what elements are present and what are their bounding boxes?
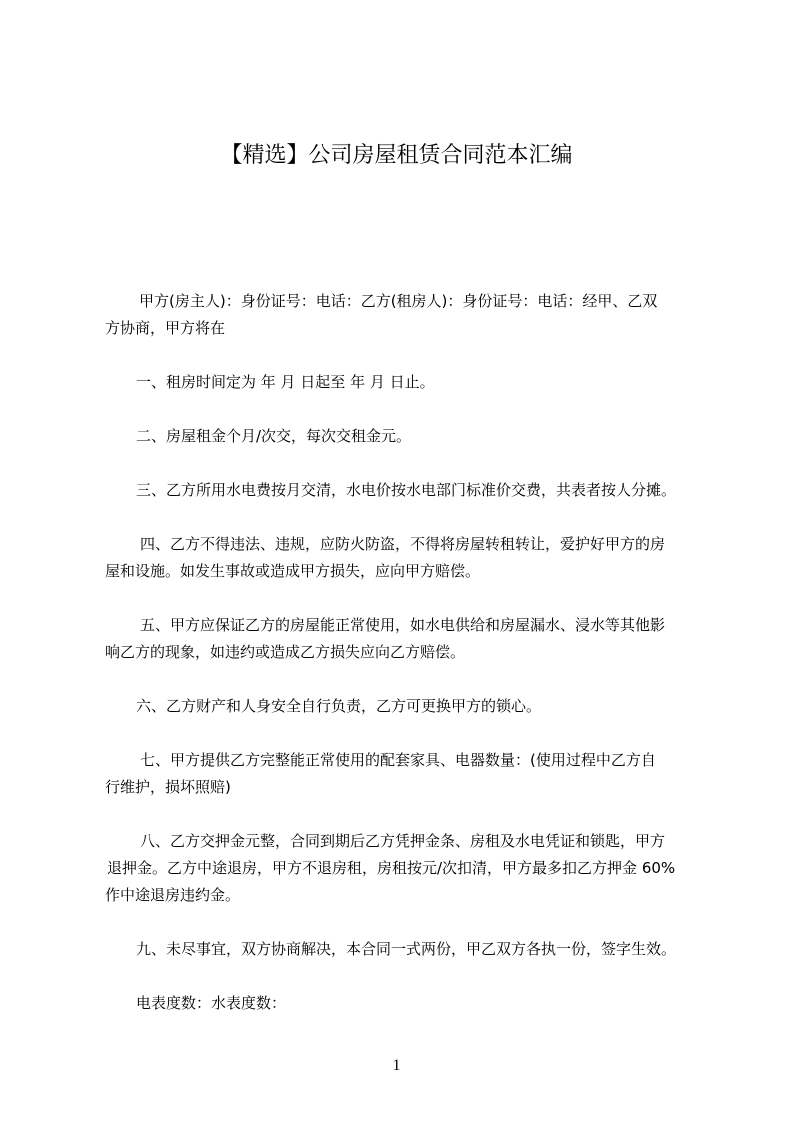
clause-4-line-1: 四、乙方不得违法、违规，应防火防盗，不得将房屋转租转让，爱护好甲方的房 [140,535,666,553]
document-title: 【精选】公司房屋租赁合同范本汇编 [220,143,573,168]
page-number: 1 [392,1057,401,1074]
clause-7-line-1: 七、甲方提供乙方完整能正常使用的配套家具、电器数量：(使用过程中乙方自 [140,751,656,769]
clause-2: 二、房屋租金个月/次交，每次交租金元。 [136,427,412,445]
meter-readings: 电表度数：水表度数： [136,994,287,1012]
intro-line-2: 方协商，甲方将在 [105,319,226,337]
clause-8-line-3: 作中途退房违约金。 [105,886,241,904]
clause-5-line-2: 响乙方的现象，如违约或造成乙方损失应向乙方赔偿。 [105,643,466,661]
clause-9: 九、未尽事宜，双方协商解决，本合同一式两份，甲乙双方各执一份，签字生效。 [136,940,677,958]
clause-8-line-1: 八、乙方交押金元整，合同到期后乙方凭押金条、房租及水电凭证和锁匙，甲方 [140,832,666,850]
clause-4-line-2: 屋和设施。如发生事故或造成甲方损失，应向甲方赔偿。 [105,562,481,580]
clause-3: 三、乙方所用水电费按月交清，水电价按水电部门标准价交费，共表者按人分摊。 [136,481,677,499]
clause-1: 一、租房时间定为 年 月 日起至 年 月 日止。 [136,373,435,391]
clause-7-line-2: 行维护，损坏照赔) [105,778,231,796]
clause-5-line-1: 五、甲方应保证乙方的房屋能正常使用，如水电供给和房屋漏水、浸水等其他影 [140,616,666,634]
intro-line-1: 甲方(房主人)：身份证号：电话：乙方(租房人)：身份证号：电话：经甲、乙双 [139,292,658,310]
clause-6: 六、乙方财产和人身安全自行负责，乙方可更换甲方的锁心。 [136,697,542,715]
clause-8-line-2: 退押金。乙方中途退房，甲方不退房租，房租按元/次扣清，甲方最多扣乙方押金 60% [107,859,676,877]
